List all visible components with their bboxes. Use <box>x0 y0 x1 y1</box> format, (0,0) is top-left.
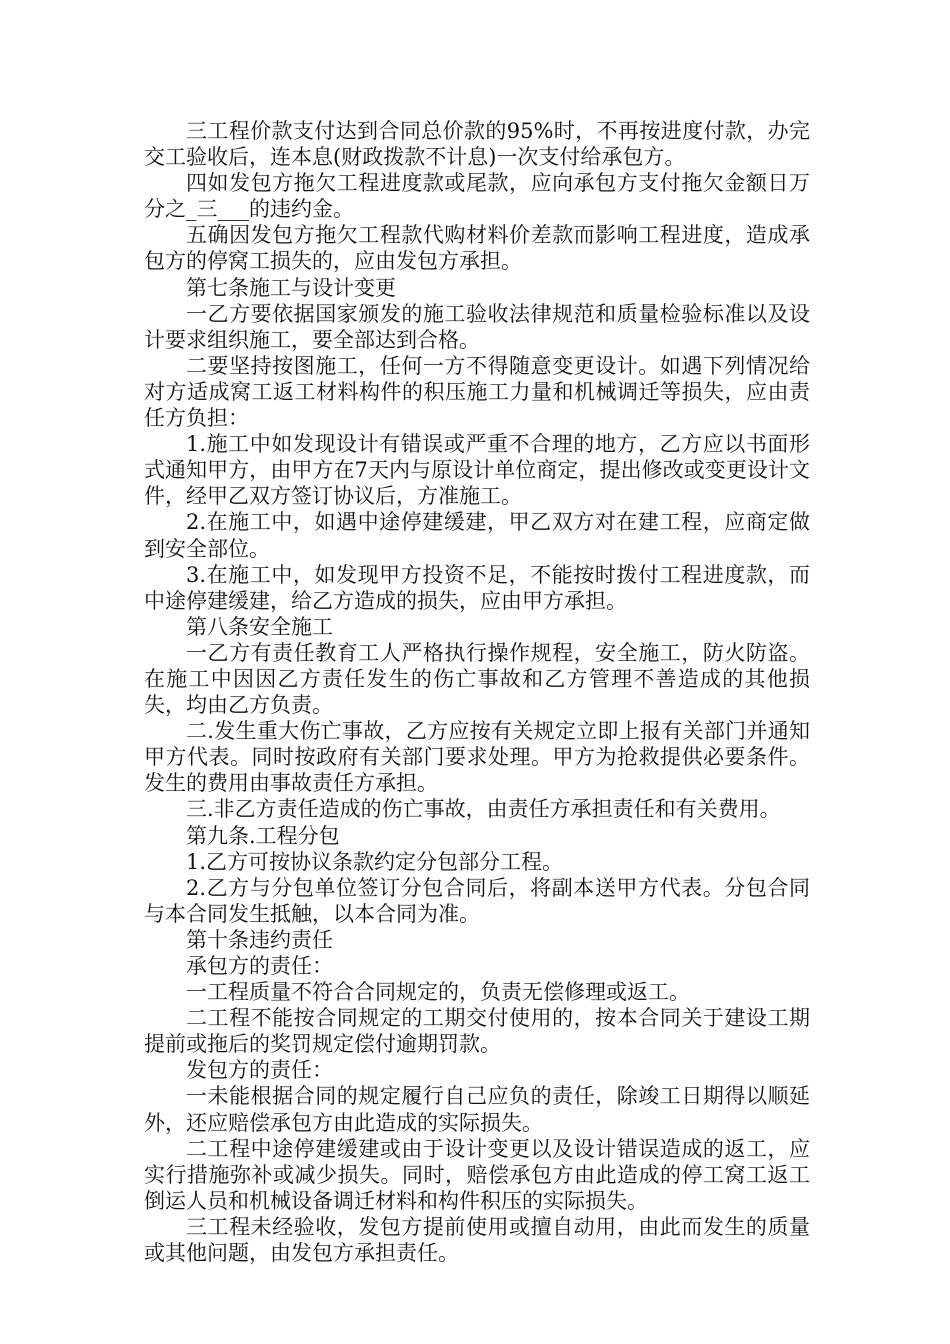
section-heading-article-7: 第七条施工与设计变更 <box>186 275 396 300</box>
subheading-contractor-liability: 承包方的责任： <box>186 954 333 978</box>
paragraph-delay-penalty: 二工程不能按合同规定的工期交付使用的，按本合同关于建设工期提前或拖后的奖罚规定偿付逾期罚款。 <box>144 1006 810 1057</box>
list-item-construction-halt: 2.在施工中，如遇中途停建缓建，甲乙双方对在建工程，应商定做到安全部位。 <box>144 510 810 561</box>
paragraph-construction-standards: 一乙方要依据国家颁发的施工验收法律规范和质量检验标准以及设计要求组织施工，要全部达到合格。 <box>144 301 810 352</box>
paragraph-employer-compensation: 一未能根据合同的规定履行自己应负的责任，除竣工日期得以顺延外，还应赔偿承包方由此造成的实际损失。 <box>144 1084 810 1135</box>
paragraph-late-payment-penalty: 四如发包方拖欠工程进度款或尾款，应向承包方支付拖欠金额日万分之_三___的违约金。 <box>144 171 810 222</box>
section-heading-article-9: 第九条.工程分包 <box>186 823 340 848</box>
list-item-subcontract-copy: 2.乙方与分包单位签订分包合同后，将副本送甲方代表。分包合同与本合同发生抵触，以本合同为准。 <box>144 875 810 926</box>
paragraph-quality-repair: 一工程质量不符合合同规定的，负责无偿修理或返工。 <box>186 980 690 1005</box>
paragraph-early-use-liability: 三工程未经验收，发包方提前使用或擅自动用，由此而发生的质量或其他问题，由发包方承担责任。 <box>144 1214 810 1266</box>
list-item-subcontract-agreement: 1.乙方可按协议条款约定分包部分工程。 <box>186 849 564 874</box>
section-heading-article-10: 第十条违约责任 <box>186 927 333 952</box>
list-item-design-error: 1.施工中如发现设计有错误或严重不合理的地方，乙方应以书面形式通知甲方，由甲方在7天内与原设计单位商定，提出修改或变更设计文件，经甲乙双方签订协议后，方准施工。 <box>144 432 810 509</box>
paragraph-halt-rework-loss: 二工程中途停建缓建或由于设计变更以及设计错误造成的返工，应实行措施弥补或减少损失。同时，赔偿承包方由此造成的停工窝工返工倒运人员和机械设备调迁材料和构件积压的实际损失。 <box>144 1136 810 1213</box>
list-item-insufficient-funding: 3.在施工中，如发现甲方投资不足，不能按时拨付工程进度款，而中途停建缓建，给乙方造成的损失，应由甲方承担。 <box>144 562 810 613</box>
paragraph-safety-education: 一乙方有责任教育工人严格执行操作规程，安全施工，防火防盗。在施工中因因乙方责任发生的伤亡事故和乙方管理不善造成的其他损失，均由乙方负责。 <box>144 640 810 718</box>
paragraph-non-party-accident: 三.非乙方责任造成的伤亡事故，由责任方承担责任和有关费用。 <box>186 797 781 822</box>
paragraph-major-accident: 二.发生重大伤亡事故，乙方应按有关规定立即上报有关部门并通知甲方代表。同时按政府有关部门要求处理。甲方为抢救提供必要条件。发生的费用由事故责任方承担。 <box>144 719 810 796</box>
paragraph-material-price-delay: 五确因发包方拖欠工程款代购材料价差款而影响工程进度，造成承包方的停窝工损失的，应由发包方承担。 <box>144 223 810 274</box>
paragraph-design-changes: 二要坚持按图施工，任何一方不得随意变更设计。如遇下列情况给对方适成窝工返工材料构件的积压施工力量和机械调迁等损失，应由责任方负担： <box>144 353 810 431</box>
paragraph-payment-95-percent: 三工程价款支付达到合同总价款的95%时，不再按进度付款，办完交工验收后，连本息(财政拨款不计息)一次支付给承包方。 <box>144 119 810 170</box>
subheading-employer-liability: 发包方的责任： <box>186 1058 333 1083</box>
document-body <box>144 118 810 1266</box>
section-heading-article-8: 第八条安全施工 <box>186 614 333 639</box>
